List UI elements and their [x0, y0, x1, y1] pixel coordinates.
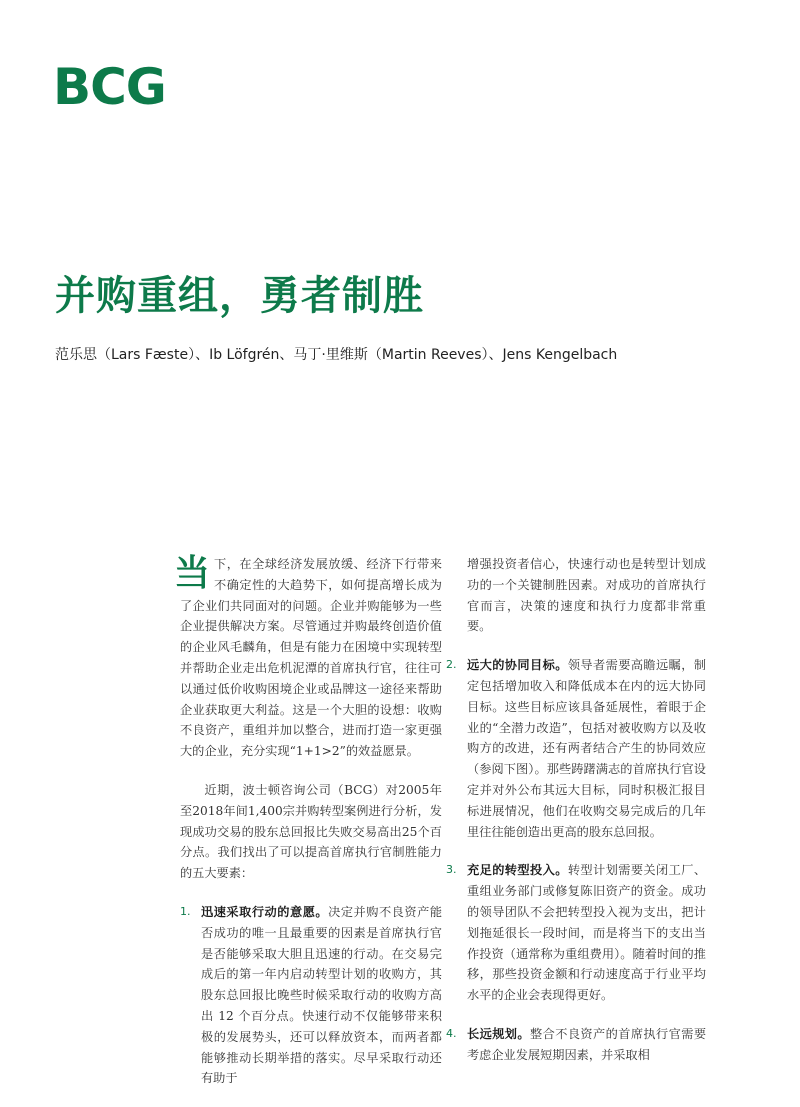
bcg-logo: BCG — [53, 58, 166, 116]
list-number: 2. — [446, 658, 457, 672]
list-number: 1. — [180, 904, 191, 918]
study-paragraph: 近期，波士顿咨询公司（BCG）对2005年至2018年间1,400宗并购转型案例进行分析，发现成功交易的股东总回报比失败交易高出25个百分点。我们找出了可以提高首席执行官制胜能力的五大要素： — [180, 782, 442, 881]
list-item-text: 决定并购不良资产能否成功的唯一且最重要的因素是首席执行官是否能够采取大胆且迅速的行动。在交易完成后的第一年内启动转型计划的收购方，其股东总回报比晚些时候采取行动的收购方高出 12 个百分点。快速行动不仅能够带来积极的发展势头，还可以释放资本，而两者都能够推动长期举措的落实。尽早采取行动还有助于 — [201, 904, 443, 1086]
list-number: 4. — [446, 1026, 457, 1040]
intro-text: 下，在全球经济发展放缓、经济下行带来不确定性的大趋势下，如何提高增长成为了企业们共同面对的问题。企业并购能够为一些企业提供解决方案。尽管通过并购最终创造价值的企业风毛麟角，但是有能力在困境中实现转型并帮助企业走出危机泥潭的首席执行官，往往可以通过低价收购困境企业或品牌这一途径来帮助企业获取更大利益。这是一个大胆的设想：收购不良资产，重组并加以整合，进而打造一家更强大的企业，充分实现“1+1>2”的效益愿景。 — [180, 557, 442, 759]
list-item-2 — [446, 655, 706, 842]
list-item-heading: 长远规划。 — [467, 1026, 531, 1041]
list-item-3 — [446, 860, 706, 1006]
list-item-heading: 充足的转型投入。 — [467, 863, 568, 878]
right-column — [446, 554, 706, 1084]
left-column — [174, 553, 443, 1107]
list-item-heading: 远大的协同目标。 — [467, 658, 568, 673]
list-number: 3. — [446, 863, 457, 877]
authors: 范乐思（Lars Fæste）、Ib Löfgrén、马丁·里维斯（Martin Reeves）、Jens Kengelbach — [55, 347, 618, 363]
intro-paragraph — [174, 553, 442, 762]
page-title: 并购重组，勇者制胜 — [55, 272, 424, 319]
list-item-1 — [180, 902, 442, 1089]
list-item-1-continued: 增强投资者信心，快速行动也是转型计划成功的一个关键制胜因素。对成功的首席执行官而言，决策的速度和执行力度都非常重要。 — [467, 557, 706, 634]
list-item-4 — [446, 1024, 706, 1066]
list-item-text: 领导者需要高瞻远瞩，制定包括增加收入和降低成本在内的远大协同目标。这些目标应该具备延展性，着眼于企业的“全潜力改造”，包括对被收购方以及收购方的改进，还有两者结合产生的协同效应（参阅下图）。那些踌躇满志的首席执行官设定并对外公布其远大目标，同时积极汇报目标进展情况，他们在收购交易完成后的几年里往往能创造出更高的股东总回报。 — [467, 658, 707, 839]
list-item-heading: 迅速采取行动的意愿。 — [201, 904, 329, 919]
drop-cap: 当 — [174, 553, 211, 594]
list-item-text: 转型计划需要关闭工厂、重组业务部门或修复陈旧资产的资金。成功的领导团队不会把转型投入视为支出，把计划拖延很长一段时间，而是将当下的支出当作投资（通常称为重组费用）。随着时间的推移，那些投资金额和行动速度高于行业平均水平的企业会表现得更好。 — [467, 863, 707, 1003]
list-item-text: 整合不良资产的首席执行官需要考虑企业发展短期因素，并采取相 — [467, 1026, 707, 1062]
